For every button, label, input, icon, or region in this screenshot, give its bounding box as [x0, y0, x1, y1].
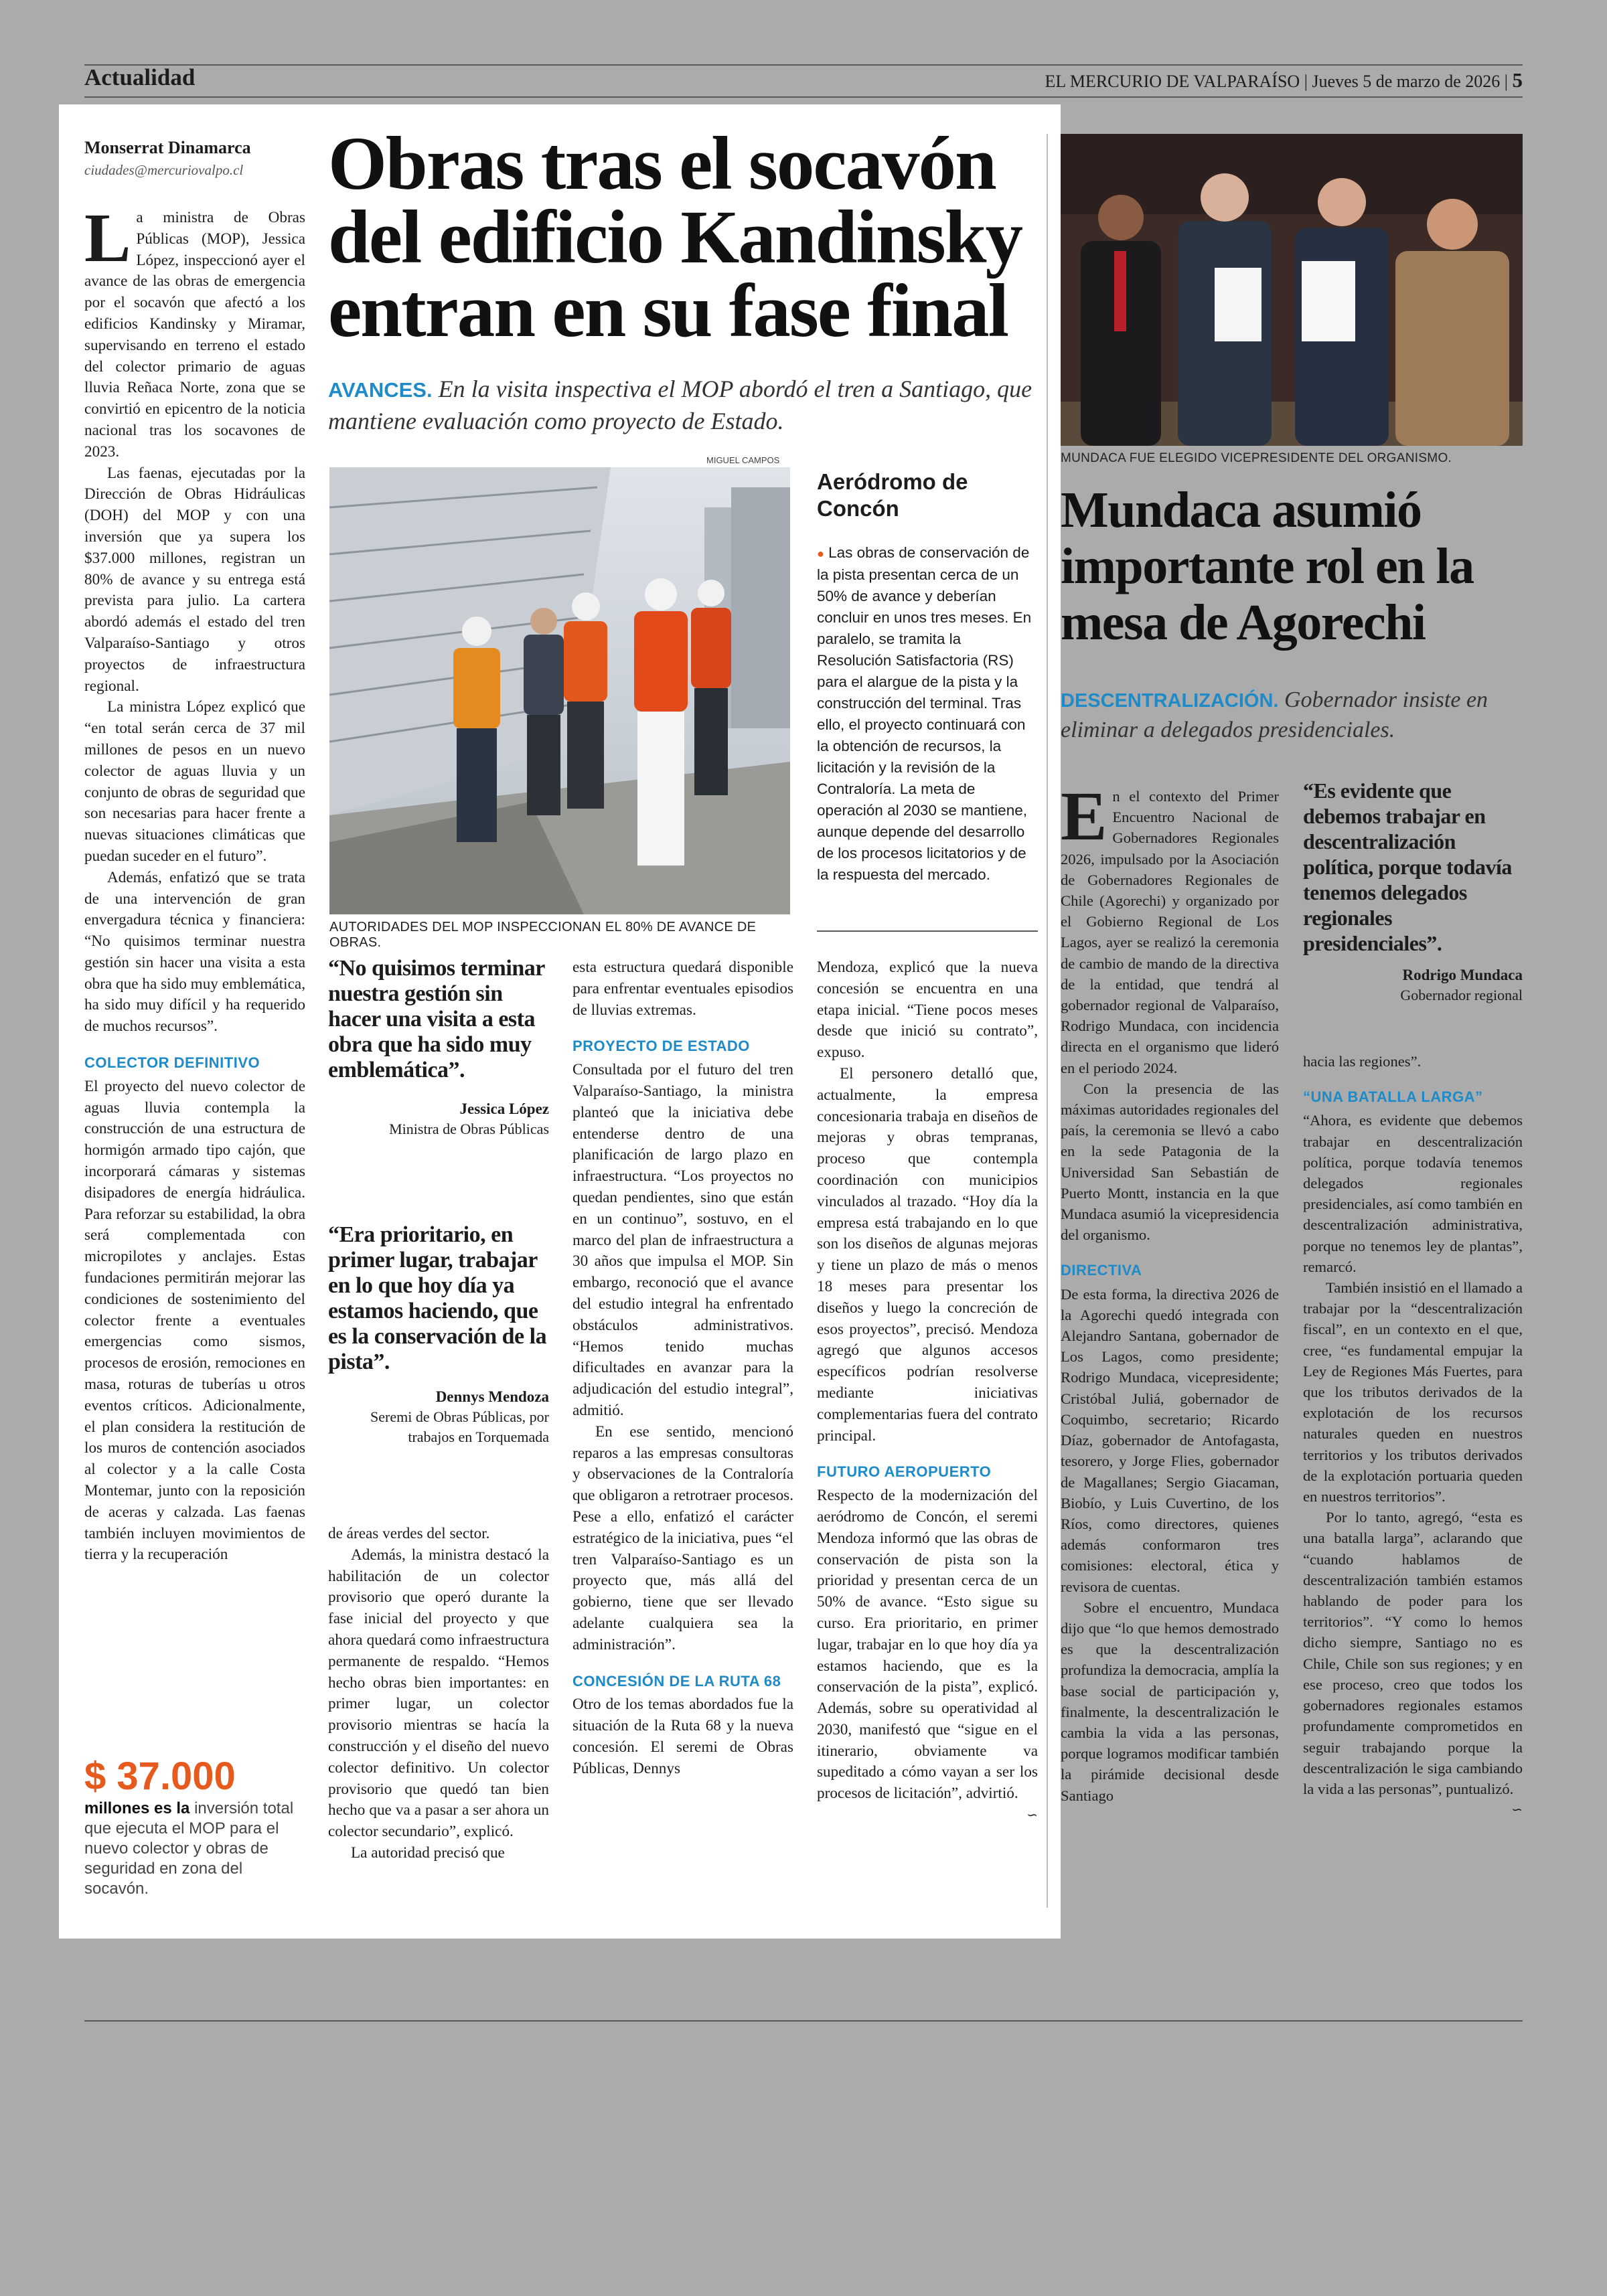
second-photo-caption: MUNDACA FUE ELEGIDO VICEPRESIDENTE DEL ORGANISMO.: [1061, 451, 1452, 465]
main-deck: [328, 374, 1045, 436]
paragraph: Las faenas, ejecutadas por la Dirección de Obras Hidráulicas (DOH) del MOP y con una inversión que ya supera los $37.000 millones, registran un 80% de avance y su entrega está prevista para julio. La cartera abordó además el estado del tren Valparaíso-Santiago y otros proyectos de infraestructura regional.: [84, 464, 305, 695]
deck-kicker: AVANCES.: [328, 378, 433, 402]
paragraph: esta estructura quedará disponible para enfrentar eventuales episodios de lluvias extremas.: [572, 959, 793, 1019]
bullet-dot-icon: ●: [817, 547, 824, 560]
quote-attribution: [328, 1099, 549, 1139]
quote-attribution: [1303, 965, 1523, 1005]
bottom-rule: [84, 2020, 1523, 2022]
pull-quote-2: [328, 1222, 549, 1447]
quote-role: Seremi de Obras Públicas, por trabajos en Torquemada: [370, 1408, 549, 1445]
sidebar-text: Las obras de conservación de la pista presentan cerca de un 50% de avance y deberían concluir en unos tres meses. En paralelo, se tramita la Resolución Satisfactoria (RS) para el alargue de la pista y la construcción del terminal. Tras ello, el proyecto continuará con la obtención de recursos, la licitación y la revisión de la Contraloría. La meta de operación al 2030 se mantiene, aunque depende del desarrollo de los procesos licitatorios y de la respuesta del mercado.: [817, 544, 1032, 883]
paragraph: de áreas verdes del sector.: [328, 1525, 490, 1542]
dropcap: L: [84, 199, 131, 276]
paragraph: En ese sentido, mencionó reparos a las empresas consultoras y observaciones de la Contraloría que obligaron a retrotraer procesos. Pese a ello, enfatizó el carácter estratégico de la iniciativa, pues “el tren Valparaíso-Santiago es un proyecto que, más allá del gobierno, tiene que ser llevado adelante cualquiera sea la administración”.: [572, 1422, 793, 1653]
quote-text: “Era prioritario, en primer lugar, trabajar en lo que hoy día ya estamos haciendo, que es la conservación de la pista”.: [328, 1222, 547, 1374]
issue-date: Jueves 5 de marzo de 2026: [1312, 72, 1501, 91]
sidebar-rule: [817, 930, 1038, 932]
main-headline: Obras tras el socavón del edificio Kandinsky entran en su fase final: [328, 122, 1022, 353]
pull-quote-1: [328, 956, 549, 1139]
sidebar-body: [817, 542, 1038, 886]
figure-description: inversión total que ejecuta el MOP para el nuevo colector y obras de seguridad en zona del socavón.: [84, 1799, 294, 1898]
figure-callout: [84, 1754, 305, 1899]
paragraph: El personero detalló que, actualmente, la empresa concesionaria trabaja en diseños de mejoras y obras tempranas, proceso que contempla coordinación con municipios vinculados al trazado. “Hoy día la empresa está trabajando en lo que son los diseños de algunas mejoras y tiene un plazo de más o menos 18 meses para presentar los diseños y luego la concreción de esos proyectos”, precisó. Mendoza agregó que algunos accesos específicos podrían resolverse mediante iniciativas complementarias fuera del contrato principal.: [817, 1064, 1038, 1445]
figure-unit: millones es la: [84, 1799, 190, 1817]
paragraph: Con la presencia de las máximas autoridades regionales del país, la ceremonia se llevó a cabo en la sede Patagonia de la Universidad San Sebastián de Puerto Montt, instancia en la que Mundaca asumió la vicepresidencia del organismo.: [1061, 1080, 1279, 1244]
main-photo: [329, 467, 790, 914]
deck-kicker: DESCENTRALIZACIÓN.: [1061, 690, 1279, 712]
figure-note: [84, 1799, 305, 1899]
quote-text: “No quisimos terminar nuestra gestión sin hacer una visita a esta obra que ha sido muy emblemática”.: [328, 956, 545, 1082]
paragraph: Respecto de la modernización del aeródromo de Concón, el seremi Mendoza informó que las obras de conservación de pista son la prioridad y presentan cerca de un 50% de avance. “Esto sigue su curso. Era prioritario, en primer lugar, trabajar en lo que hoy día ya estamos haciendo, que es la conservación de la pista”, explicó. Además, sobre su operatividad al 2030, manifestó que “sigue en el itinerario, obviamente va supeditado a cómo vayan a ser los procesos de licitación”, advirtió.: [817, 1487, 1038, 1803]
header-rule: [84, 96, 1523, 98]
paragraph: Otro de los temas abordados fue la situación de la Ruta 68 y la nueva concesión. El seremi de Obras Públicas, Dennys: [572, 1696, 793, 1777]
paragraph: También insistió en el llamado a trabajar por la “descentralización fiscal”, en un contexto en el que, cree, “es fundamental empujar la Ley de Regiones Más Fuertes, para que los tributos derivados de la explotación de los recursos naturales queden en nuestros territorios y los tributos derivados de la explotación portuaria queden en nuestros territorios”.: [1303, 1279, 1523, 1505]
paragraph: De esta forma, la directiva 2026 de la Agorechi quedó integrada con Alejandro Santana, gobernador de Los Lagos, como presidente; Rodrigo Mundaca, vicepresidente; Cristóbal Juliá, gobernador de Coquimbo, secretario; Ricardo Díaz, gobernador de Antofagasta, tesorero, y Jorge Flies, gobernador de Magallanes; Sergio Giacaman, Biobío, y Luis Cuvertino, de los Ríos, como directores, quienes además conformaron tres comisiones: electoral, ética y revisora de cuentas.: [1061, 1285, 1279, 1595]
second-deck: [1061, 685, 1523, 745]
second-headline: Mundaca asumió importante rol en la mesa de Agorechi: [1061, 482, 1474, 651]
masthead: EL MERCURIO DE VALPARAÍSO | Jueves 5 de marzo de 2026 | 5: [1045, 68, 1523, 92]
paragraph: La ministra López explicó que “en total serán cerca de 37 mil millones de pesos en un nuevo colector de aguas lluvia y un conjunto de obras de seguridad que son necesarias para hacer frente a nuevas situaciones climáticas que puedan suceder en el futuro”.: [84, 698, 305, 865]
column-separator: [1047, 134, 1048, 1908]
second-column-2: [1303, 1051, 1523, 1820]
second-column-1: [1061, 778, 1279, 1806]
ceremony-photo: [1061, 134, 1523, 446]
end-mark-icon: ∽: [1026, 1807, 1038, 1823]
author-email[interactable]: ciudades@mercuriovalpo.cl: [84, 162, 244, 178]
paragraph: a ministra de Obras Públicas (MOP), Jessica López, inspeccionó ayer el avance de las obras de emergencia por el socavón que afectó a los edificios Kandinsky y Miramar, supervisando en terreno el estado del colector primario de aguas lluvia Reñaca Norte, zona que se convirtió en epicentro de la noticia nacional tras los socavones de 2023.: [84, 209, 305, 461]
paragraph: Mendoza, explicó que la nueva concesión se encuentra en una etapa inicial. “Tiene pocos meses desde que inició su contrato”, expuso.: [817, 959, 1038, 1062]
main-column-4: [817, 957, 1038, 1826]
byline: [84, 138, 299, 179]
paragraph: n el contexto del Primer Encuentro Nacional de Gobernadores Regionales 2026, impulsado por la Asociación de Gobernadores Regionales de Chile (Agorechi) y organizado por el Gobierno Regional de Los Lagos, ayer se realizó la ceremonia de cambio de mando de la directiva de la entidad, que tendrá al gobernador regional de Valparaíso, Rodrigo Mundaca, con incidencia directa en el organismo que lideró en el periodo 2024.: [1061, 788, 1279, 1076]
main-column-1: [84, 199, 305, 1566]
sidebar-title: Aeródromo de Concón: [817, 469, 968, 521]
subheading: FUTURO AEROPUERTO: [817, 1463, 992, 1481]
quote-role: Ministra de Obras Públicas: [389, 1121, 549, 1137]
sidebar-box: [817, 469, 1038, 886]
section-label: Actualidad: [84, 64, 196, 90]
main-column-3: [572, 957, 793, 1779]
deck-text: Gobernador insiste en eliminar a delegados presidenciales.: [1061, 687, 1488, 742]
quote-text: “Es evidente que debemos trabajar en descentralización política, porque todavía tenemos delegados regionales presidenciales”.: [1303, 778, 1512, 955]
quote-role: Gobernador regional: [1400, 987, 1523, 1003]
subheading: PROYECTO DE ESTADO: [572, 1038, 750, 1055]
main-column-2: [328, 1524, 549, 1864]
newspaper-name: EL MERCURIO DE VALPARAÍSO: [1045, 72, 1300, 91]
paragraph: Sobre el encuentro, Mundaca dijo que “lo que hemos demostrado es que la descentralización profundiza la democracia, amplía la base social de participación y, finalmente, la descentralización le cambia la vida a las personas, porque logramos modificar también la pirámide decisional desde Santiago: [1061, 1598, 1279, 1804]
paragraph: Consultada por el futuro del tren Valparaíso-Santiago, la ministra planteó que la iniciativa debe entenderse dentro de una planificación de largo plazo en infraestructura. “Los proyectos no quedan pendientes, sino que están en un continuo”, sostuvo, en el marco del plan de infraestructura a 30 años que impulsa el MOP. Sin embargo, reconoció que el avance del estudio integral ha enfrentado obstáculos administrativos. “Hemos tenido muchas dificultades en avanzar para la adjudicación del estudio integral”, admitió.: [572, 1061, 793, 1419]
author-name: Monserrat Dinamarca: [84, 138, 251, 157]
quote-name: Dennys Mendoza: [435, 1388, 549, 1405]
paragraph: Además, la ministra destacó la habilitación de un colector provisorio que operó durante la fase inicial del proyecto y que ahora quedará como infraestructura permanente de respaldo. “Hemos hecho obras bien importantes: en primer lugar, un colector provisorio mientras se hacía la construcción y el diseño del nuevo colector definitivo. Un colector provisorio que quedó tan bien hecho que va a pasar a ser ahora un colector secundario”, explicó.: [328, 1546, 549, 1841]
quote-name: Jessica López: [459, 1100, 549, 1117]
second-pull-quote: [1303, 778, 1523, 1005]
top-rule: [84, 64, 1523, 66]
paragraph: El proyecto del nuevo colector de aguas lluvia contempla la construcción de una estructura de hormigón armado tipo cajón, que incorporará cámaras y sistemas disipadores de energía hidráulica. Para reforzar su estabilidad, la obra será complementada con micropilotes y anclajes. Estas fundaciones permitirán mejorar las condiciones de sostenimiento del colector frente a eventuales emergencias como sismos, procesos de erosión, remociones en masa, roturas de tuberías u otros eventos críticos. Adicionalmente, el plan considera la restitución de los muros de contención asociados al colector y a la calle Costa Montemar, junto con la reposición de aceras y calzada. Las faenas también incluyen movimientos de tierra y la recuperación: [84, 1077, 305, 1564]
subheading: DIRECTIVA: [1061, 1262, 1142, 1279]
paragraph: Además, enfatizó que se trata de una intervención de gran envergadura técnica y financiera: “No quisimos terminar nuestra gestión sin hacer una visita a esta obra que ha sido muy emblemática, ha sido muy difícil y ha requerido de muchos recursos”.: [84, 868, 305, 1036]
subheading: CONCESIÓN DE LA RUTA 68: [572, 1672, 781, 1690]
photo-caption: AUTORIDADES DEL MOP INSPECCIONAN EL 80% DE AVANCE DE OBRAS.: [329, 920, 757, 950]
subheading: “UNA BATALLA LARGA”: [1303, 1088, 1483, 1106]
paragraph: hacia las regiones”.: [1303, 1053, 1422, 1070]
page-number: 5: [1512, 68, 1523, 92]
deck-text: En la visita inspectiva el MOP abordó el tren a Santiago, que mantiene evaluación como proyecto de Estado.: [328, 376, 1032, 434]
subheading: COLECTOR DEFINITIVO: [84, 1054, 260, 1072]
dropcap: E: [1061, 778, 1107, 855]
figure-value: $ 37.000: [84, 1754, 236, 1798]
end-mark-icon: ∽: [1511, 1801, 1523, 1818]
paragraph: La autoridad precisó que: [351, 1843, 505, 1862]
quote-name: Rodrigo Mundaca: [1402, 967, 1523, 983]
paragraph: Por lo tanto, agregó, “esta es una batalla larga”, aclarando que “cuando hablamos de descentralización también estamos hablando de poder para los territorios”. “Y como lo hemos dicho siempre, Santiago no es Chile, Chile son sus regiones; y en ese proceso, creo que todos los gobernadores regionales estamos profundamente comprometidos en seguir trabajando porque la descentralización le siga cambiando la vida a las personas”, puntualizó.: [1303, 1509, 1523, 1797]
quote-attribution: [328, 1387, 549, 1447]
second-photo: [1061, 134, 1523, 446]
photo-credit: MIGUEL CAMPOS: [706, 455, 780, 465]
inspection-photo: [329, 467, 790, 914]
paragraph: “Ahora, es evidente que debemos trabajar en descentralización política, porque todavía tenemos delegados regionales presidenciales, así como también en descentralización administrativa, porque no tenemos ley de plantas”, remarcó.: [1303, 1112, 1523, 1275]
